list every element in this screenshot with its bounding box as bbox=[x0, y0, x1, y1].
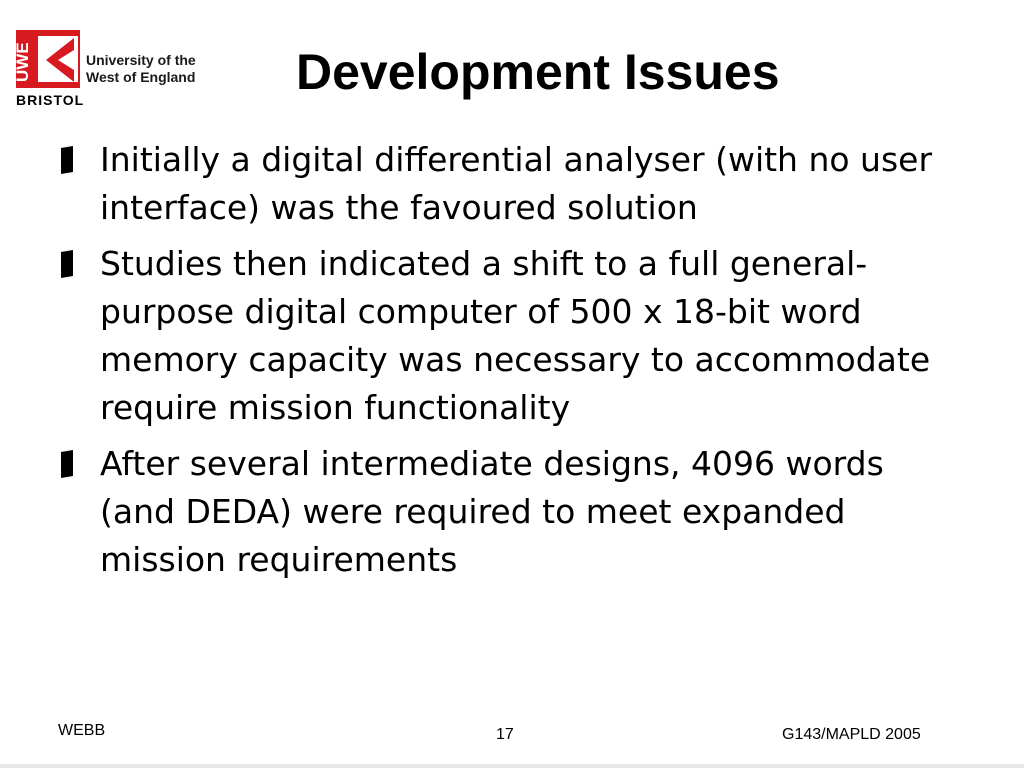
bullet-text: Studies then indicated a shift to a full general-purpose digital computer of 500 x 18-bit word memory capacity was necessary to accommodate require mission functionality bbox=[100, 244, 931, 427]
footer-author: WEBB bbox=[58, 722, 106, 739]
logo-line-1: University of the bbox=[86, 52, 196, 68]
footer-reference: G143/MAPLD 2005 bbox=[782, 726, 921, 743]
bullet-text: After several intermediate designs, 4096 words (and DEDA) were required to meet expanded mission requirements bbox=[100, 444, 884, 579]
bullet-list bbox=[58, 136, 958, 592]
bottom-rule bbox=[0, 764, 1024, 768]
bullet-item bbox=[58, 136, 958, 232]
logo-line-2: West of England bbox=[86, 69, 196, 85]
slide-title: Development Issues bbox=[296, 44, 780, 100]
bullet-text: Initially a digital differential analyser (with no user interface) was the favoured solution bbox=[100, 140, 933, 227]
bullet-item bbox=[58, 440, 958, 584]
logo-university-name bbox=[86, 52, 196, 86]
bullet-marker-icon bbox=[58, 250, 78, 278]
bullet-marker-icon bbox=[58, 450, 78, 478]
logo-bristol-text: BRISTOL bbox=[16, 92, 85, 108]
bullet-marker-icon bbox=[58, 146, 78, 174]
university-logo bbox=[13, 30, 216, 110]
uwe-logo-mark-icon bbox=[13, 30, 80, 88]
footer-page-number: 17 bbox=[496, 726, 514, 743]
svg-text:UWE: UWE bbox=[13, 42, 32, 82]
bullet-item bbox=[58, 240, 958, 432]
